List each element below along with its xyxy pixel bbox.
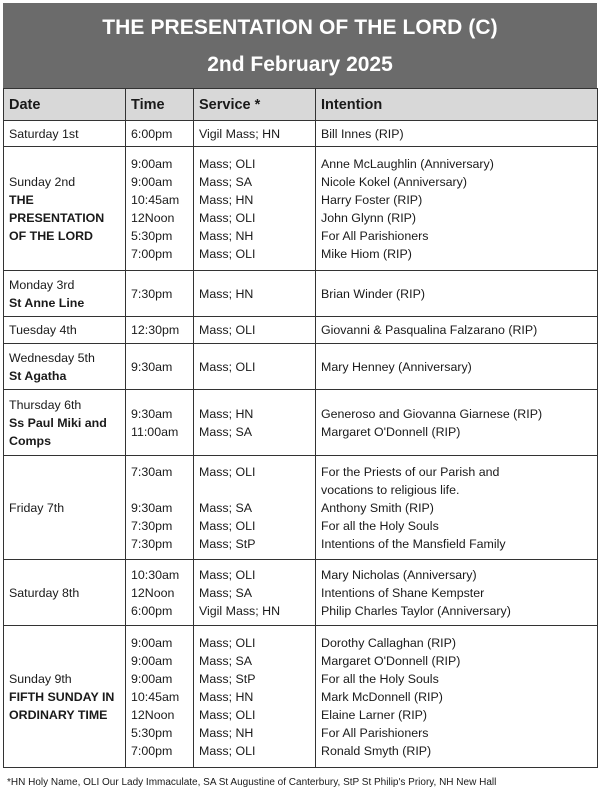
intention-entry: Nicole Kokel (Anniversary) [321, 174, 467, 189]
intention-cell [316, 626, 598, 768]
service-entry: Vigil Mass; HN [199, 126, 281, 141]
service-entry: Mass; HN [199, 406, 254, 421]
time-entry: 9:00am [131, 653, 173, 668]
time-entry: 10:45am [131, 192, 180, 207]
service-cell [194, 560, 316, 626]
day-label: Thursday 6th [9, 397, 82, 412]
time-entry: 7:30pm [131, 518, 173, 533]
time-entry: 11:00am [131, 424, 179, 439]
date-cell [4, 147, 126, 271]
day-label: Friday 7th [9, 500, 65, 515]
intention-cell [316, 121, 598, 147]
date-cell [4, 560, 126, 626]
date-cell [4, 456, 126, 560]
intention-entry: Ronald Smyth (RIP) [321, 743, 432, 758]
table-row [4, 560, 598, 626]
service-entry: Mass; SA [199, 500, 253, 515]
intention-entry: Anne McLaughlin (Anniversary) [321, 156, 494, 171]
time-cell [126, 456, 194, 560]
time-entry: 9:30am [131, 406, 173, 421]
service-cell [194, 317, 316, 344]
service-entry: Mass; HN [199, 192, 254, 207]
service-entry: Mass; OLI [199, 743, 256, 758]
service-entry: Mass; StP [199, 536, 256, 551]
time-entry: 9:00am [131, 671, 173, 686]
intention-cell [316, 456, 598, 560]
service-entry: Mass; OLI [199, 464, 256, 479]
intention-entry: Harry Foster (RIP) [321, 192, 423, 207]
intention-entry: Generoso and Giovanna Giarnese (RIP) [321, 406, 543, 421]
intention-cell [316, 271, 598, 317]
time-entry: 9:00am [131, 174, 173, 189]
time-entry: 10:45am [131, 689, 180, 704]
intention-cell [316, 147, 598, 271]
service-entry: Mass; NH [199, 228, 254, 243]
day-label: Saturday 8th [9, 585, 80, 600]
intention-cell [316, 344, 598, 390]
feast-label: THE PRESENTATION OF THE LORD [9, 192, 105, 243]
service-entry: Mass; StP [199, 671, 256, 686]
time-entry: 5:30pm [131, 725, 173, 740]
intention-entry: vocations to religious life. [321, 482, 460, 497]
intention-entry: Elaine Larner (RIP) [321, 707, 428, 722]
intention-entry: John Glynn (RIP) [321, 210, 417, 225]
day-label: Saturday 1st [9, 126, 79, 141]
intention-cell [316, 390, 598, 456]
footnote: *HN Holy Name, OLI Our Lady Immaculate, SA St Augustine of Canterbury, StP St Philip's Priory, NH New Hall [7, 777, 497, 788]
time-entry: 7:30pm [131, 286, 173, 301]
intention-cell [316, 560, 598, 626]
service-cell [194, 626, 316, 768]
feast-label: FIFTH SUNDAY IN ORDINARY TIME [9, 689, 115, 722]
service-entry: Mass; NH [199, 725, 254, 740]
service-entry: Vigil Mass; HN [199, 603, 281, 618]
intention-entry: For the Priests of our Parish and [321, 464, 500, 479]
schedule-body [4, 121, 598, 768]
date-cell [4, 390, 126, 456]
mass-schedule-table [3, 88, 598, 768]
intention-entry: Intentions of the Mansfield Family [321, 536, 506, 551]
day-label: Sunday 9th [9, 671, 72, 686]
intention-entry: Giovanni & Pasqualina Falzarano (RIP) [321, 323, 538, 337]
day-label: Tuesday 4th [9, 323, 77, 337]
table-row [4, 626, 598, 768]
table-row [4, 317, 598, 344]
time-entry: 6:00pm [131, 126, 173, 141]
service-entry: Mass; OLI [199, 359, 256, 374]
time-entry: 9:30am [131, 500, 173, 515]
column-header-date: Date [4, 89, 126, 121]
intention-entry: For all the Holy Souls [321, 518, 439, 533]
service-entry: Mass; SA [199, 424, 253, 439]
service-entry: Mass; OLI [199, 156, 256, 171]
column-header-time: Time [126, 89, 194, 121]
day-label: Monday 3rd [9, 277, 75, 292]
intention-entry: Mike Hiom (RIP) [321, 246, 412, 261]
time-entry: 9:30am [131, 359, 173, 374]
schedule-title: THE PRESENTATION OF THE LORD (C) [102, 16, 498, 39]
intention-entry: Dorothy Callaghan (RIP) [321, 635, 456, 650]
service-entry: Mass; SA [199, 585, 253, 600]
table-row [4, 271, 598, 317]
time-cell [126, 271, 194, 317]
table-row [4, 390, 598, 456]
time-cell [126, 390, 194, 456]
intention-entry: For All Parishioners [321, 228, 429, 243]
time-entry: 9:00am [131, 635, 173, 650]
service-entry: Mass; OLI [199, 246, 256, 261]
time-cell [126, 147, 194, 271]
table-row [4, 147, 598, 271]
service-cell [194, 147, 316, 271]
intention-entry: Bill Innes (RIP) [321, 126, 404, 141]
time-cell [126, 317, 194, 344]
date-cell [4, 271, 126, 317]
time-entry: 6:00pm [131, 603, 173, 618]
service-entry: Mass; SA [199, 653, 253, 668]
time-entry: 5:30pm [131, 228, 173, 243]
date-cell [4, 344, 126, 390]
intention-entry: Brian Winder (RIP) [321, 286, 425, 301]
time-cell [126, 121, 194, 147]
table-header-row [4, 89, 598, 121]
date-cell [4, 626, 126, 768]
table-row [4, 121, 598, 147]
time-entry: 12Noon [131, 210, 175, 225]
spacer [199, 481, 310, 499]
time-cell [126, 626, 194, 768]
intention-cell [316, 317, 598, 344]
day-label: Wednesday 5th [9, 350, 95, 365]
service-entry: Mass; SA [199, 174, 253, 189]
intention-entry: For All Parishioners [321, 725, 429, 740]
intention-entry: Margaret O'Donnell (RIP) [321, 424, 461, 439]
mass-schedule-sheet [3, 3, 597, 788]
intention-entry: Anthony Smith (RIP) [321, 500, 434, 515]
service-cell [194, 344, 316, 390]
feast-label: Ss Paul Miki and Comps [9, 415, 107, 448]
table-row [4, 344, 598, 390]
date-cell [4, 121, 126, 147]
service-entry: Mass; OLI [199, 567, 256, 582]
intention-entry: For all the Holy Souls [321, 671, 439, 686]
service-entry: Mass; OLI [199, 707, 256, 722]
time-entry: 7:30pm [131, 536, 173, 551]
time-entry: 7:00pm [131, 246, 173, 261]
day-label: Sunday 2nd [9, 174, 76, 189]
intention-entry: Philip Charles Taylor (Anniversary) [321, 603, 511, 618]
intention-entry: Mary Henney (Anniversary) [321, 359, 472, 374]
schedule-header [3, 3, 597, 88]
intention-entry: Margaret O'Donnell (RIP) [321, 653, 461, 668]
schedule-date: 2nd February 2025 [207, 53, 393, 76]
service-cell [194, 271, 316, 317]
time-entry: 7:00pm [131, 743, 173, 758]
feast-label: St Anne Line [9, 295, 85, 310]
time-entry: 7:30am [131, 464, 173, 479]
intention-entry: Mary Nicholas (Anniversary) [321, 567, 477, 582]
spacer [131, 481, 188, 499]
time-entry: 10:30am [131, 567, 180, 582]
time-entry: 9:00am [131, 156, 173, 171]
intention-entry: Mark McDonnell (RIP) [321, 689, 443, 704]
service-entry: Mass; OLI [199, 210, 256, 225]
service-cell [194, 456, 316, 560]
intention-entry: Intentions of Shane Kempster [321, 585, 485, 600]
service-entry: Mass; OLI [199, 635, 256, 650]
service-entry: Mass; OLI [199, 518, 256, 533]
date-cell [4, 317, 126, 344]
time-entry: 12:30pm [131, 323, 180, 337]
service-entry: Mass; HN [199, 286, 254, 301]
time-cell [126, 344, 194, 390]
column-header-intention: Intention [316, 89, 598, 121]
feast-label: St Agatha [9, 368, 67, 383]
time-cell [126, 560, 194, 626]
time-entry: 12Noon [131, 707, 175, 722]
service-cell [194, 390, 316, 456]
service-cell [194, 121, 316, 147]
column-header-service: Service * [194, 89, 316, 121]
service-entry: Mass; HN [199, 689, 254, 704]
table-row [4, 456, 598, 560]
time-entry: 12Noon [131, 585, 175, 600]
service-entry: Mass; OLI [199, 323, 256, 337]
